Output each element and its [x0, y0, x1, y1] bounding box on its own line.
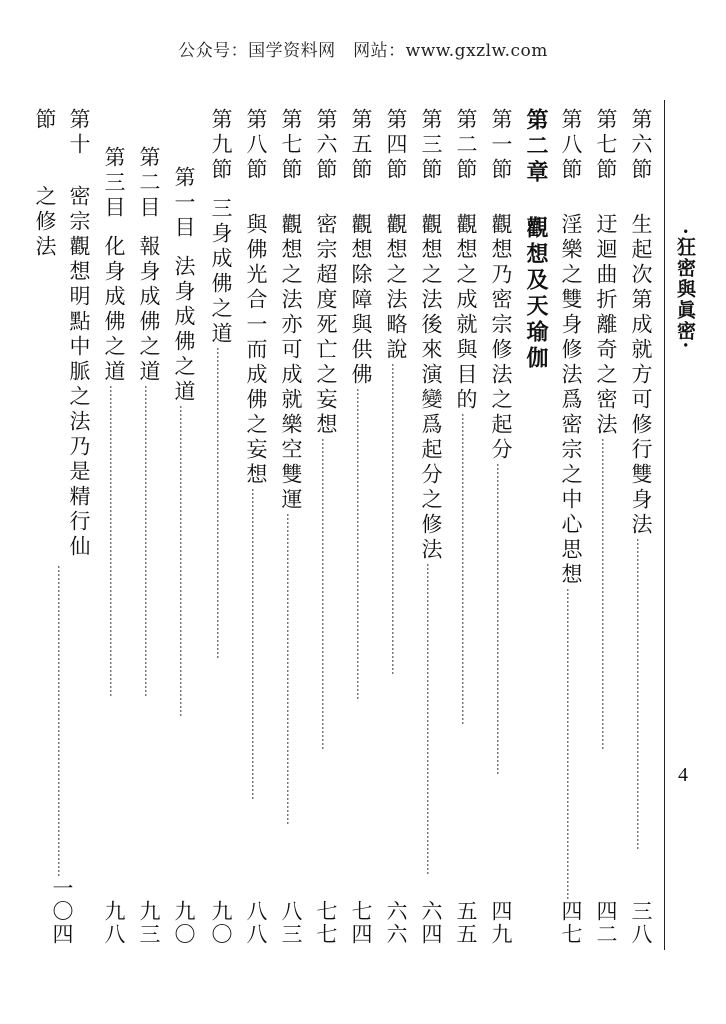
toc-entry-page: 七七	[314, 900, 338, 946]
toc-entry-title: 觀想之法亦可成就樂空雙運	[279, 213, 303, 513]
toc-entry	[484, 108, 518, 946]
toc-dot-leader: ……………………………………………………………………	[599, 438, 613, 750]
toc-entry-label: 第三目	[102, 146, 126, 221]
toc-entry-title: 與佛光合一而成佛之妄想	[244, 213, 268, 488]
toc-entry-page: 四二	[594, 900, 618, 946]
toc-entry-title: 觀想乃密宗修法之起分	[489, 213, 513, 463]
toc-entry-page: 七四	[349, 900, 373, 946]
toc-entry-page: 九〇	[209, 900, 233, 946]
toc-entry-page: 六六	[384, 900, 408, 946]
toc-entry	[274, 108, 308, 946]
toc-entry-label: 第三節	[419, 108, 443, 183]
toc-dot-leader: ……………………………………………………………………	[177, 405, 191, 717]
toc-entry	[33, 108, 96, 946]
toc-entry-label: 第九節	[209, 108, 233, 183]
toc-entry-title: 密宗觀想明點中脈之法乃是精行仙之修法	[33, 185, 91, 561]
toc-entry-title: 報身成佛之道	[137, 235, 161, 385]
toc-dot-leader: ……………………………………………………………………	[424, 563, 438, 875]
table-of-contents	[0, 108, 660, 948]
toc-entry	[344, 108, 378, 946]
toc-entry	[97, 146, 131, 946]
toc-entry-title: 觀想及天瑜伽	[523, 216, 549, 372]
toc-entry-label: 第二章	[523, 108, 549, 186]
toc-entry-title: 化身成佛之道	[102, 235, 126, 385]
toc-entry-page: 五五	[454, 900, 478, 946]
toc-dot-leader: ……………………………………………………………………	[494, 463, 508, 775]
toc-dot-leader: ……………………………………………………………………	[284, 513, 298, 825]
toc-entry-title: 三身成佛之道	[209, 197, 233, 347]
toc-entry-page: 八八	[244, 900, 268, 946]
toc-entry-title: 密宗超度死亡之妄想	[314, 213, 338, 438]
toc-entry-title: 迂迴曲折離奇之密法	[594, 213, 618, 438]
toc-dot-leader: ……………………………………………………………………	[214, 347, 228, 659]
toc-dot-leader: ……………………………………………………………………	[249, 488, 263, 800]
toc-entry-page: 八三	[279, 900, 303, 946]
running-head: ·狂密與眞密·	[674, 228, 696, 351]
margin-rule	[664, 100, 665, 950]
toc-dot-leader: ……………………………………………………………………	[142, 385, 156, 697]
toc-entry-page: 九〇	[172, 900, 196, 946]
toc-entry-title: 觀想之法略說	[384, 213, 408, 363]
toc-entry-label: 第四節	[384, 108, 408, 183]
toc-entry	[624, 108, 658, 946]
toc-entry-label: 第一節	[489, 108, 513, 183]
toc-dot-leader: ……………………………………………………………………	[634, 538, 648, 850]
toc-entry-label: 第二節	[454, 108, 478, 183]
toc-dot-leader: ……………………………………………………………………	[107, 385, 121, 697]
toc-dot-leader: ……………………………………………………………………	[389, 363, 403, 675]
toc-dot-leader: ……………………………………………………………………	[564, 588, 578, 900]
toc-entry-page: 四九	[489, 900, 513, 946]
toc-entry-title: 觀想之法後來演變爲起分之修法	[419, 213, 443, 563]
toc-entry-label: 第八節	[244, 108, 268, 183]
toc-entry-page: 一〇四	[50, 877, 74, 946]
toc-entry-title: 觀想除障與供佛	[349, 213, 373, 388]
toc-entry-label: 第一目	[172, 166, 196, 241]
toc-entry-label: 第六節	[629, 108, 653, 183]
toc-entry-page: 九三	[137, 900, 161, 946]
page-number: 4	[678, 764, 688, 786]
watermark-header: 公众号：国学资料网 网站：www.gxzlw.com	[178, 41, 548, 61]
toc-dot-leader: ……………………………………………………………………	[319, 438, 333, 750]
toc-entry-page: 六四	[419, 900, 443, 946]
toc-entry-title: 淫樂之雙身修法爲密宗之中心思想	[559, 213, 583, 588]
toc-entry	[204, 108, 238, 946]
toc-entry	[309, 108, 343, 946]
toc-entry-title: 生起次第成就方可修行雙身法	[629, 213, 653, 538]
toc-entry	[589, 108, 623, 946]
toc-entry-label: 第六節	[314, 108, 338, 183]
toc-entry	[239, 108, 273, 946]
toc-chapter-heading	[519, 108, 553, 946]
toc-entry-label: 第八節	[559, 108, 583, 183]
toc-entry	[449, 108, 483, 946]
toc-entry-label: 第十節	[33, 108, 91, 158]
toc-entry	[414, 108, 448, 946]
toc-entry-page: 九八	[102, 900, 126, 946]
toc-entry	[132, 146, 166, 946]
toc-entry-label: 第七節	[279, 108, 303, 183]
toc-entry-label: 第七節	[594, 108, 618, 183]
toc-entry-label: 第二目	[137, 146, 161, 221]
toc-entry	[379, 108, 413, 946]
toc-entry-title: 法身成佛之道	[172, 255, 196, 405]
toc-entry	[554, 108, 588, 946]
toc-dot-leader: ……………………………………………………………………	[459, 413, 473, 725]
toc-entry-page: 三八	[629, 900, 653, 946]
toc-dot-leader: ……………………………………………………………………	[55, 565, 69, 877]
toc-entry-page: 四七	[559, 900, 583, 946]
toc-entry-title: 觀想之成就與目的	[454, 213, 478, 413]
toc-entry	[167, 166, 201, 946]
toc-entry-label: 第五節	[349, 108, 373, 183]
toc-dot-leader: ……………………………………………………………………	[354, 388, 368, 700]
